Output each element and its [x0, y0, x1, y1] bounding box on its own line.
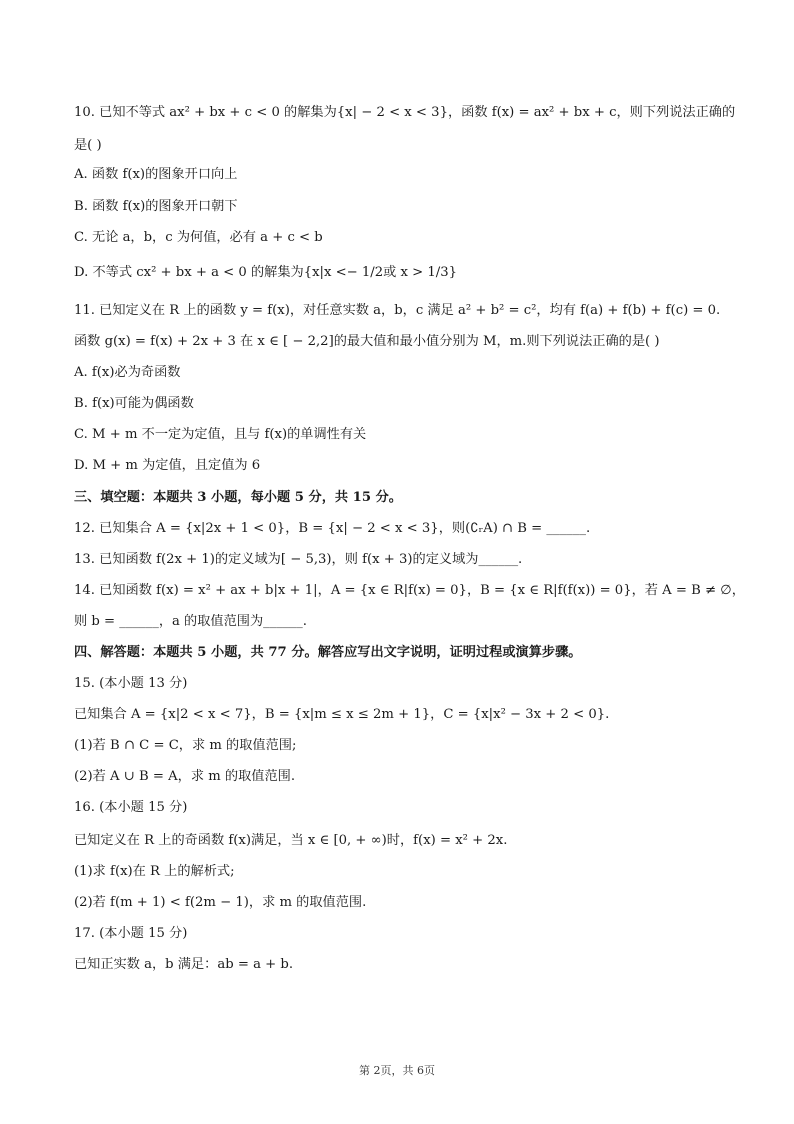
question-15-part-2: (2)若 A ∪ B = A，求 m 的取值范围.	[74, 769, 296, 784]
question-17-stem: 已知正实数 a，b 满足：ab = a + b.	[74, 957, 294, 972]
question-10-stem-cont: 是( )	[74, 138, 102, 153]
question-15-stem: 已知集合 A = {x|2 < x < 7}，B = {x|m ≤ x ≤ 2m + 1}，C = {x|x² − 3x + 2 < 0}.	[74, 707, 610, 722]
question-17-header: 17. (本小题 15 分)	[74, 926, 188, 941]
question-16-part-1: (1)求 f(x)在 R 上的解析式;	[74, 864, 235, 879]
question-14-cont: 则 b = ______，a 的取值范围为______.	[74, 614, 307, 629]
q10-option-b: B. 函数 f(x)的图象开口朝下	[74, 199, 238, 214]
question-16-header: 16. (本小题 15 分)	[74, 800, 188, 815]
question-11-stem-cont: 函数 g(x) = f(x) + 2x + 3 在 x ∈ [ − 2,2]的最大值和最小值分别为 M，m.则下列说法正确的是( )	[74, 334, 660, 349]
q10-option-a: A. 函数 f(x)的图象开口向上	[74, 167, 238, 182]
section-4-heading: 四、解答题：本题共 5 小题，共 77 分。解答应写出文字说明，证明过程或演算步骤。	[74, 645, 582, 660]
q11-option-a: A. f(x)必为奇函数	[74, 365, 181, 380]
question-16-part-2: (2)若 f(m + 1) < f(2m − 1)，求 m 的取值范围.	[74, 895, 367, 910]
question-12: 12. 已知集合 A = {x|2x + 1 < 0}，B = {x| − 2 < x < 3}，则(∁ᵣA) ∩ B = ______.	[74, 521, 591, 536]
q11-option-c: C. M + m 不一定为定值，且与 f(x)的单调性有关	[74, 427, 367, 442]
question-11-stem: 11. 已知定义在 R 上的函数 y = f(x)，对任意实数 a，b，c 满足 a² + b² = c²，均有 f(a) + f(b) + f(c) = 0.	[74, 303, 721, 318]
question-13: 13. 已知函数 f(2x + 1)的定义域为[ − 5,3)，则 f(x + 3)的定义域为______.	[74, 552, 523, 567]
question-16-stem: 已知定义在 R 上的奇函数 f(x)满足，当 x ∈ [0, + ∞)时，f(x) = x² + 2x.	[74, 833, 508, 848]
question-10-stem: 10. 已知不等式 ax² + bx + c < 0 的解集为{x| − 2 < x < 3}，函数 f(x) = ax² + bx + c，则下列说法正确的	[74, 105, 736, 120]
q11-option-b: B. f(x)可能为偶函数	[74, 396, 194, 411]
q10-option-d: D. 不等式 cx² + bx + a < 0 的解集为{x|x <− 1/2或 x > 1/3}	[74, 265, 458, 280]
q11-option-d: D. M + m 为定值，且定值为 6	[74, 458, 261, 473]
page-footer: 第 2页，共 6页	[359, 1064, 435, 1077]
q10-option-c: C. 无论 a，b，c 为何值，必有 a + c < b	[74, 230, 323, 245]
question-15-part-1: (1)若 B ∩ C = C，求 m 的取值范围;	[74, 738, 297, 753]
question-14: 14. 已知函数 f(x) = x² + ax + b|x + 1|，A = {x ∈ R|f(x) = 0}，B = {x ∈ R|f(f(x)) = 0}，若 A = B ≠ ∅，	[74, 583, 745, 598]
section-3-heading: 三、填空题：本题共 3 小题，每小题 5 分，共 15 分。	[74, 490, 402, 505]
question-15-header: 15. (本小题 13 分)	[74, 676, 188, 691]
